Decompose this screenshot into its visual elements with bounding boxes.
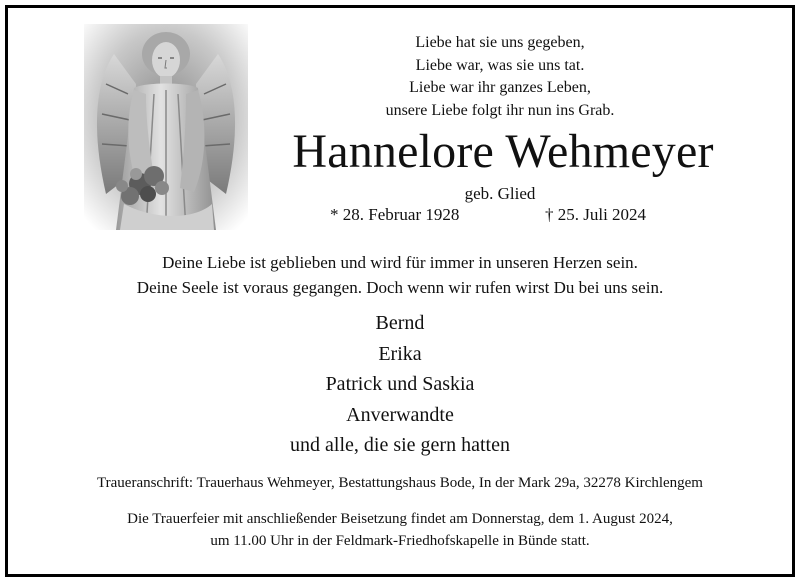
service-line: Die Trauerfeier mit anschließender Beisetzung findet am Donnerstag, dem 1. August 2024, (127, 511, 673, 527)
saying-line: Deine Seele ist voraus gegangen. Doch wenn wir rufen wirst Du bei uns sein. (136, 278, 664, 297)
mourner: Erika (378, 342, 422, 365)
poem-line: unsere Liebe folgt ihr nun ins Grab. (385, 101, 615, 119)
maiden-name: geb. Glied (464, 184, 536, 203)
saying (40, 250, 760, 300)
poem-line: Liebe hat sie uns gegeben, (415, 34, 585, 51)
mourners-list (200, 308, 600, 461)
mourner: Patrick und Saskia (325, 373, 475, 395)
poem-line: Liebe war ihr ganzes Leben, (409, 79, 591, 96)
birth-date: * 28. Februar 1928 (330, 205, 460, 224)
mourner: und alle, die sie gern hatten (290, 434, 510, 456)
mourner: Anverwandte (346, 403, 454, 426)
funeral-service-info (40, 508, 760, 552)
mourner: Bernd (375, 312, 425, 334)
poem-line: Liebe war, was sie uns tat. (415, 56, 585, 74)
service-line: um 11.00 Uhr in der Feldmark-Friedhofskapelle in Bünde statt. (210, 533, 590, 549)
angel-statue-icon (84, 24, 248, 230)
mourning-address: Traueranschrift: Trauerhaus Wehmeyer, Bestattungshaus Bode, In der Mark 29a, 32278 Kirchlengem (97, 475, 703, 491)
saying-line: Deine Liebe ist geblieben und wird für immer in unseren Herzen sein. (162, 253, 638, 272)
deceased-name: Hannelore Wehmeyer (292, 125, 714, 178)
poem (340, 32, 660, 122)
death-date: † 25. Juli 2024 (545, 205, 647, 224)
